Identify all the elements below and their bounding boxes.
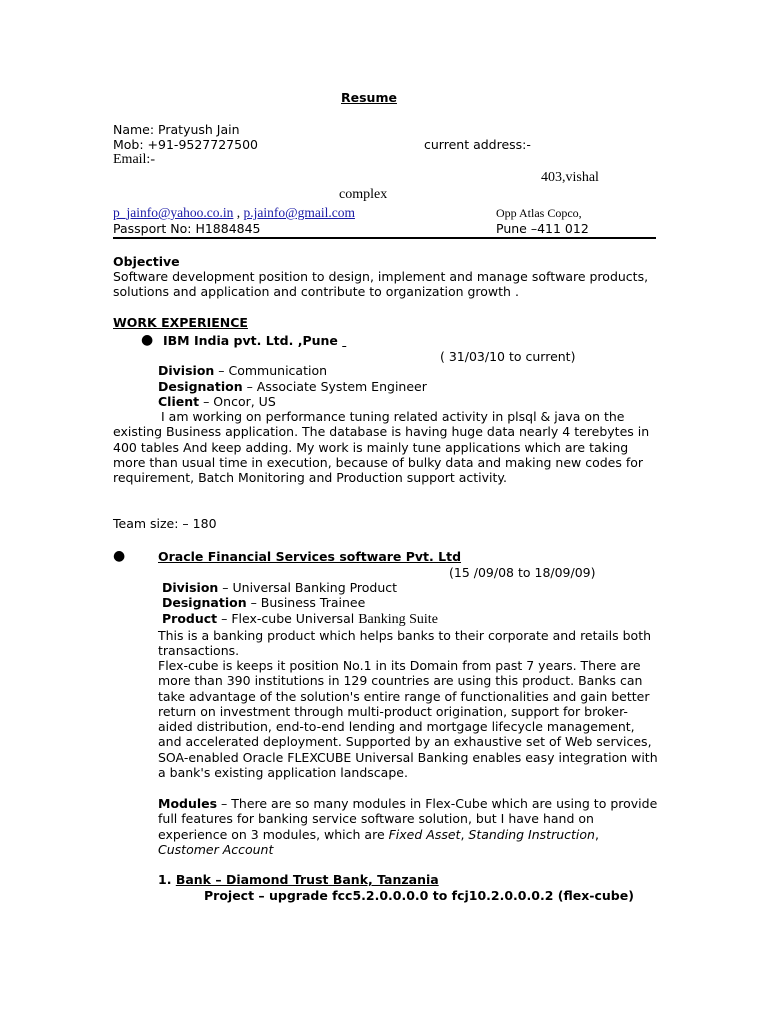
name-line: Name: Pratyush Jain [113, 122, 240, 137]
job-2-period: (15 /09/08 to 18/09/09) [449, 565, 596, 580]
project-bank: 1. Bank – Diamond Trust Bank, Tanzania [158, 872, 439, 887]
email-link-gmail[interactable]: p.jainfo@gmail.com [243, 205, 355, 220]
job-2-modules: Modules – There are so many modules in Flex-Cube which are using to provide full features for banking service software solution, but I have hand on experience on 3 modules, which are Fixed Asset, Standing Instruction, Customer Account [158, 796, 658, 857]
address-line-1: 403,vishal [541, 170, 599, 185]
objective-heading: Objective [113, 254, 180, 269]
job-1-designation: Designation – Associate System Engineer [158, 379, 427, 394]
job-2-bullet: ● [113, 548, 126, 564]
job-1-team-size: Team size: – 180 [113, 516, 217, 531]
email-label: Email:- [113, 152, 155, 167]
job-1-company: IBM India pvt. Ltd. ,Pune [163, 333, 338, 348]
address-line-4: Pune –411 012 [496, 221, 589, 236]
email-separator: , [233, 205, 244, 220]
header-divider [113, 237, 656, 239]
job-2-designation: Designation – Business Trainee [162, 595, 366, 610]
email-link-yahoo[interactable]: p_jainfo@yahoo.co.in [113, 205, 234, 220]
objective-text: Software development position to design, implement and manage software products, solutions and application and contribute to organization growth . [113, 269, 649, 300]
job-1-division: Division – Communication [158, 363, 328, 378]
resume-title: Resume [341, 90, 397, 105]
passport-line: Passport No: H1884845 [113, 221, 261, 236]
project-title: Project – upgrade fcc5.2.0.0.0.0 to fcj10.2.0.0.0.2 (flex-cube) [204, 888, 634, 903]
address-line-3: Opp Atlas Copco, [496, 206, 582, 220]
job-1-description: I am working on performance tuning related activity in plsql & java on the existing Business application. The database is having huge data nearly 4 terebytes in 400 tables And keep adding. My work is mainly tune applications which are taking more than usual time in execution, because of bulky data and making new codes for requirement, Batch Monitoring and Production support activity. [113, 409, 650, 486]
job-2-company: Oracle Financial Services software Pvt. Ltd [158, 549, 462, 564]
job-1-bullet: ● [141, 332, 154, 348]
current-address-label: current address:- [424, 137, 531, 152]
job-2-description-1: This is a banking product which helps banks to their corporate and retails both transactions. [158, 628, 652, 659]
job-2-product: Product – Flex-cube Universal Banking Suite [162, 611, 438, 627]
job-2-description-2: Flex-cube is keeps it position No.1 in its Domain from past 7 years. There are more than 390 institutions in 129 countries are using this product. Banks can take advantage of the solution's entire range of functionalities and gain better return on investment through multi-product origination, support for broker-aided distribution, end-to-end lending and mortgage lifecycle management, and accelerated deployment. Supported by an exhaustive set of Web services, SOA-enabled Oracle FLEXCUBE Universal Banking enables easy integration with a bank's existing application landscape. [158, 658, 658, 781]
address-line-2: complex [339, 187, 388, 202]
job-1-period: ( 31/03/10 to current) [440, 349, 576, 364]
work-experience-heading: WORK EXPERIENCE [113, 315, 248, 330]
mobile-line: Mob: +91-9527727500 [113, 137, 258, 152]
job-1-client: Client – Oncor, US [158, 394, 276, 409]
job-2-division: Division – Universal Banking Product [162, 580, 398, 595]
email-row [113, 205, 355, 220]
